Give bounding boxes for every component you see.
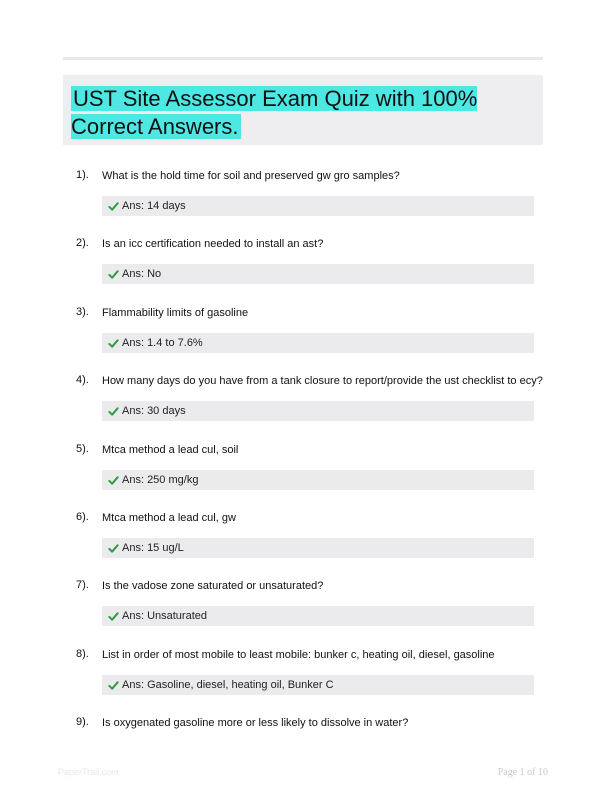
question-text: How many days do you have from a tank closure to report/provide the ust checklist to ecy? (102, 375, 543, 387)
title-highlight: UST Site Assessor Exam Quiz with 100% Correct Answers. (71, 86, 478, 139)
check-icon (108, 338, 119, 349)
check-icon (108, 406, 119, 417)
check-icon (108, 543, 119, 554)
top-divider (63, 57, 543, 60)
answer-box (102, 401, 534, 421)
answer-box (102, 606, 534, 626)
answer-box (102, 333, 534, 353)
answer-text: Ans: Unsaturated (122, 610, 207, 622)
answer-box (102, 196, 534, 216)
answer-text: Ans: 14 days (122, 200, 186, 212)
check-icon (108, 201, 119, 212)
question-number: 9). (76, 716, 89, 728)
question-text: Is an icc certification needed to install an ast? (102, 238, 324, 250)
question-text: Is oxygenated gasoline more or less likely to dissolve in water? (102, 717, 409, 729)
answer-text: Ans: 15 ug/L (122, 542, 184, 554)
question-number: 2). (76, 237, 89, 249)
answer-box (102, 675, 534, 695)
question-text: Mtca method a lead cul, soil (102, 444, 239, 456)
answer-text: Ans: 250 mg/kg (122, 474, 199, 486)
answer-text: Ans: 1.4 to 7.6% (122, 337, 203, 349)
question-text: Is the vadose zone saturated or unsaturated? (102, 580, 324, 592)
question-number: 5). (76, 443, 89, 455)
question-number: 3). (76, 306, 89, 318)
page-number: Page 1 of 10 (497, 767, 548, 778)
check-icon (108, 475, 119, 486)
answer-text: Ans: 30 days (122, 405, 186, 417)
answer-box (102, 538, 534, 558)
footer-watermark: PaperTrail.com (58, 767, 119, 777)
answer-box (102, 470, 534, 490)
check-icon (108, 269, 119, 280)
check-icon (108, 611, 119, 622)
question-number: 4). (76, 374, 89, 386)
question-number: 7). (76, 579, 89, 591)
answer-text: Ans: No (122, 268, 162, 280)
question-number: 1). (76, 169, 89, 181)
question-number: 8). (76, 648, 89, 660)
question-text: List in order of most mobile to least mobile: bunker c, heating oil, diesel, gasoline (102, 649, 495, 661)
answer-box (102, 264, 534, 284)
question-text: Mtca method a lead cul, gw (102, 512, 236, 524)
check-icon (108, 680, 119, 691)
title-banner (63, 75, 543, 145)
answer-text: Ans: Gasoline, diesel, heating oil, Bunker C (122, 679, 334, 691)
question-number: 6). (76, 511, 89, 523)
page-title (71, 85, 535, 141)
question-text: What is the hold time for soil and preserved gw gro samples? (102, 170, 400, 182)
question-text: Flammability limits of gasoline (102, 307, 249, 319)
